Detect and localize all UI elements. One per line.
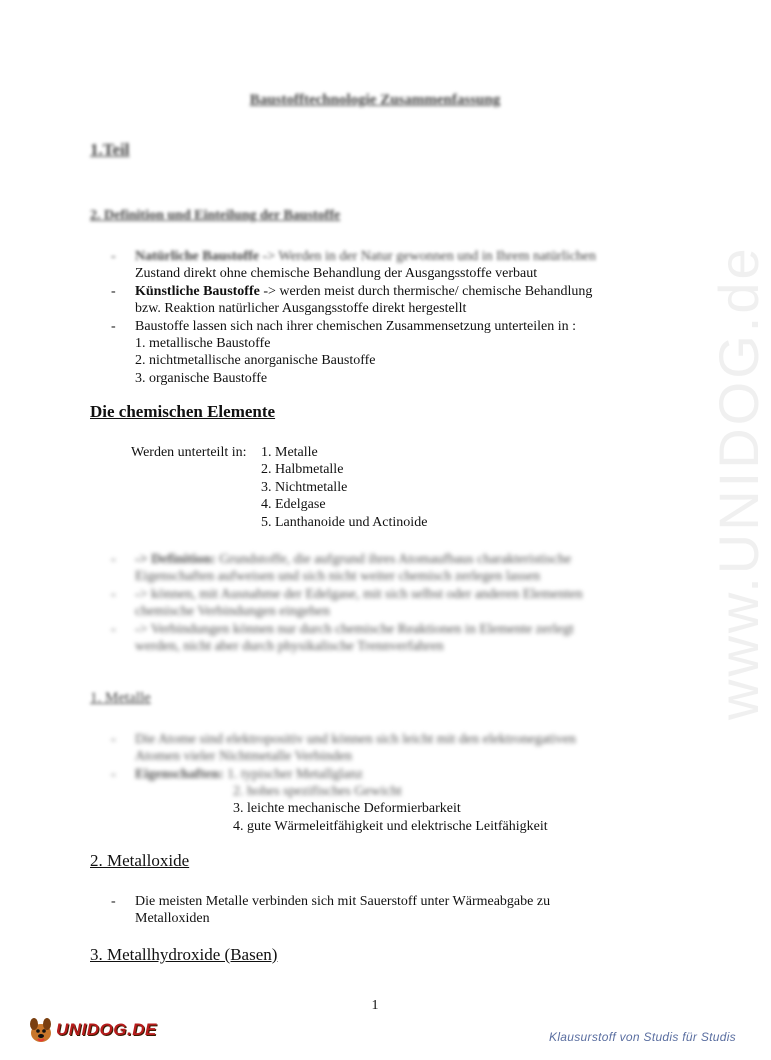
definition-line2: Eigenschaften aufweisen und sich nicht weiter chemisch zerlegen lassen bbox=[135, 569, 541, 584]
compounds-line2: chemische Verbindungen eingehen bbox=[135, 604, 330, 619]
metals-property-3: 3. leichte mechanische Deformierbarkeit bbox=[233, 801, 461, 816]
artificial-materials-line bbox=[135, 283, 592, 301]
footer-slogan: Klausurstoff von Studis für Studis bbox=[549, 1030, 736, 1044]
elements-heading: Die chemischen Elemente bbox=[90, 402, 276, 421]
artificial-materials-line2: bzw. Reaktion natürlicher Ausgangsstoffe direkt hergestellt bbox=[135, 301, 467, 316]
elements-item-2: 2. Halbmetalle bbox=[261, 462, 344, 477]
bullet-dash: - bbox=[111, 894, 116, 909]
bullet-dash: - bbox=[111, 767, 116, 782]
metals-atoms-line: Die Atome sind elektropositiv und können sich leicht mit den elektronegativen bbox=[135, 732, 576, 747]
classification-item-3: 3. organische Baustoffe bbox=[135, 371, 268, 386]
classification-item-2: 2. nichtmetallische anorganische Baustoffe bbox=[135, 353, 376, 368]
bullet-dash: - bbox=[111, 284, 116, 299]
definition-text: Grundstoffe, die aufgrund ihres Atomaufbaus charakteristische bbox=[215, 552, 572, 567]
section-2-heading: 2. Definition und Einteilung der Baustoffe bbox=[90, 208, 341, 223]
metals-property-2: 2. hohes spezifisches Gewicht bbox=[233, 784, 402, 799]
metals-heading: 1. Metalle bbox=[90, 690, 151, 706]
metal-hydroxides-heading: 3. Metallhydroxide (Basen) bbox=[90, 945, 278, 964]
natural-materials-line bbox=[135, 248, 596, 266]
elements-item-1: 1. Metalle bbox=[261, 445, 318, 460]
bullet-dash: - bbox=[111, 552, 116, 567]
watermark: www.UNIDOG.de bbox=[707, 245, 770, 720]
elements-item-3: 3. Nichtmetalle bbox=[261, 480, 348, 495]
metal-oxides-heading: 2. Metalloxide bbox=[90, 851, 190, 870]
elements-intro: Werden unterteilt in: bbox=[131, 445, 247, 460]
classification-item-1: 1. metallische Baustoffe bbox=[135, 336, 271, 351]
metals-properties-term: Eigenschaften: bbox=[135, 767, 224, 782]
bullet-dash: - bbox=[111, 732, 116, 747]
dog-icon bbox=[26, 1016, 56, 1044]
elements-item-5: 5. Lanthanoide und Actinoide bbox=[261, 515, 428, 530]
bullet-dash: - bbox=[111, 249, 116, 264]
artificial-materials-text: -> werden meist durch thermische/ chemische Behandlung bbox=[259, 284, 593, 299]
document-title: Baustofftechnologie Zusammenfassung bbox=[249, 92, 501, 108]
natural-materials-line2: Zustand direkt ohne chemische Behandlung der Ausgangsstoffe verbaut bbox=[135, 266, 538, 281]
metals-property-4: 4. gute Wärmeleitfähigkeit und elektrische Leitfähigkeit bbox=[233, 819, 548, 834]
compounds-line: -> können, mit Ausnahme der Edelgase, mit sich selbst oder anderen Elementen bbox=[135, 587, 583, 602]
bullet-dash: - bbox=[111, 587, 116, 602]
definition-line bbox=[135, 551, 571, 569]
reactions-line: -> Verbindungen können nur durch chemische Reaktionen in Elemente zerlegt bbox=[135, 622, 574, 637]
classification-line: Baustoffe lassen sich nach ihrer chemischen Zusammensetzung unterteilen in : bbox=[135, 319, 576, 334]
bullet-dash: - bbox=[111, 319, 116, 334]
metal-oxides-line: Die meisten Metalle verbinden sich mit Sauerstoff unter Wärmeabgabe zu bbox=[135, 894, 551, 909]
natural-materials-text: -> Werden in der Natur gewonnen und in Ihrem natürlichen bbox=[259, 249, 597, 264]
artificial-materials-term: Künstliche Baustoffe bbox=[135, 284, 260, 299]
metals-atoms-line2: Atomen vieler Nichtmetalle Verbinden bbox=[135, 749, 353, 764]
natural-materials-term: Natürliche Baustoffe bbox=[135, 249, 260, 264]
reactions-line2: werden, nicht aber durch physikalische Trennverfahren bbox=[135, 639, 444, 654]
part-heading: 1.Teil bbox=[90, 140, 130, 159]
page-number: 1 bbox=[371, 998, 379, 1013]
definition-term: -> Definition: bbox=[135, 552, 216, 567]
logo-text: UNIDOG.DE bbox=[56, 1020, 157, 1039]
metal-oxides-line2: Metalloxiden bbox=[135, 911, 210, 926]
elements-item-4: 4. Edelgase bbox=[261, 497, 326, 512]
metals-properties-line bbox=[135, 766, 363, 784]
metals-property-1: 1. typischer Metallglanz bbox=[223, 767, 363, 782]
unidog-logo bbox=[26, 1016, 157, 1044]
bullet-dash: - bbox=[111, 622, 116, 637]
